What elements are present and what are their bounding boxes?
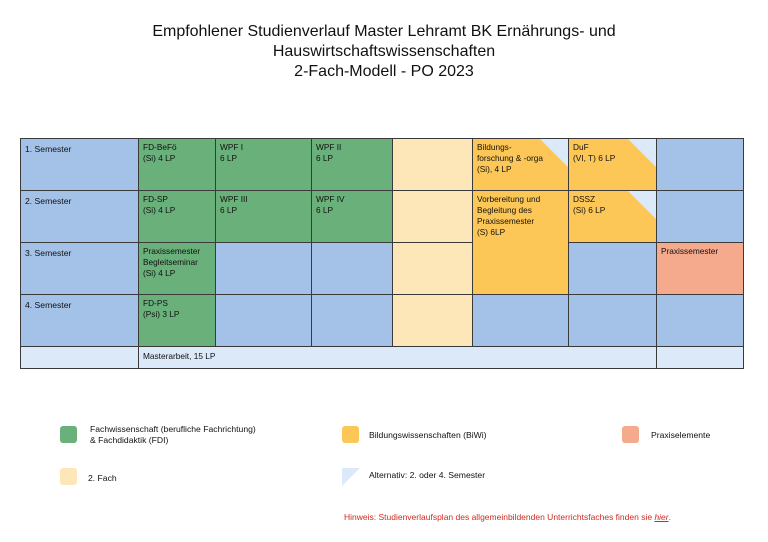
title-line-3: 2-Fach-Modell - PO 2023 xyxy=(294,63,474,80)
title-line-2: Hauswirtschaftswissenschaften xyxy=(272,43,496,60)
cell-praxissemester: Praxissemester xyxy=(656,242,744,295)
semester-label-2: 2. Semester xyxy=(20,190,139,243)
cell-empty-r4c6 xyxy=(472,294,569,347)
cell-second-subject-4 xyxy=(392,294,473,347)
semester-label-3: 3. Semester xyxy=(20,242,139,295)
cell-duf: DuF (VI, T) 6 LP xyxy=(568,138,657,191)
cell-empty-r3c4 xyxy=(311,242,393,295)
cell-empty-r5c1 xyxy=(20,346,139,369)
cell-vorbereitung-praxissemester: Vorbereitung und Begleitung des Praxissemester (S) 6LP xyxy=(472,190,569,296)
legend-bildungswissenschaften-label: Bildungswissenschaften (BiWi) xyxy=(369,430,487,440)
cell-empty-r2 xyxy=(656,190,744,243)
cell-dssz: DSSZ (Si) 6 LP xyxy=(568,190,657,243)
hint-end: . xyxy=(668,512,671,522)
cell-empty-r3c3 xyxy=(215,242,312,295)
legend-fachwissenschaft-swatch xyxy=(60,426,77,443)
cell-fd-sp: FD-SP (Si) 4 LP xyxy=(138,190,216,243)
legend-bildungswissenschaften-swatch xyxy=(342,426,359,443)
cell-second-subject-1 xyxy=(392,138,473,191)
cell-praxissemester-begleitseminar: Praxissemester Begleitseminar (Si) 4 LP xyxy=(138,242,216,295)
legend-praxiselemente-label: Praxiselemente xyxy=(651,430,711,440)
title-line-1: Empfohlener Studienverlauf Master Lehramt BK Ernährungs- und xyxy=(152,23,616,40)
cell-empty-r3c7 xyxy=(568,242,657,295)
legend-alternative-label: Alternativ: 2. oder 4. Semester xyxy=(369,470,486,480)
cell-wpf-2: WPF II 6 LP xyxy=(311,138,393,191)
legend-alternative-triangle-icon xyxy=(342,468,360,486)
cell-masterarbeit: Masterarbeit, 15 LP xyxy=(138,346,657,369)
cell-empty-r4c8 xyxy=(656,294,744,347)
legend-fachwissenschaft-label: Fachwissenschaft (berufliche Fachrichtung) & Fachdidaktik (FDI) xyxy=(90,424,256,445)
hint-text: Hinweis: Studienverlaufsplan des allgemeinbildenden Unterrichtsfaches finden sie xyxy=(344,512,655,522)
cell-wpf-4: WPF IV 6 LP xyxy=(311,190,393,243)
hint-note xyxy=(344,512,671,522)
cell-fd-befo: FD-BeFö (Si) 4 LP xyxy=(138,138,216,191)
hint-link[interactable]: hier xyxy=(654,512,669,522)
cell-wpf-3: WPF III 6 LP xyxy=(215,190,312,243)
cell-second-subject-3 xyxy=(392,242,473,295)
cell-empty-r5c8 xyxy=(656,346,744,369)
page-title xyxy=(0,22,768,82)
cell-empty-r1 xyxy=(656,138,744,191)
cell-second-subject-2 xyxy=(392,190,473,243)
legend-second-subject-label: 2. Fach xyxy=(88,473,117,483)
legend-praxiselemente-swatch xyxy=(622,426,639,443)
cell-empty-r4c3 xyxy=(215,294,312,347)
semester-label-4: 4. Semester xyxy=(20,294,139,347)
cell-empty-r4c4 xyxy=(311,294,393,347)
semester-label-1: 1. Semester xyxy=(20,138,139,191)
cell-wpf-1: WPF I 6 LP xyxy=(215,138,312,191)
cell-fd-ps: FD-PS (Psi) 3 LP xyxy=(138,294,216,347)
cell-empty-r4c7 xyxy=(568,294,657,347)
legend-second-subject-swatch xyxy=(60,468,77,485)
cell-bildungsforschung: Bildungs- forschung & -orga (Si), 4 LP xyxy=(472,138,569,191)
